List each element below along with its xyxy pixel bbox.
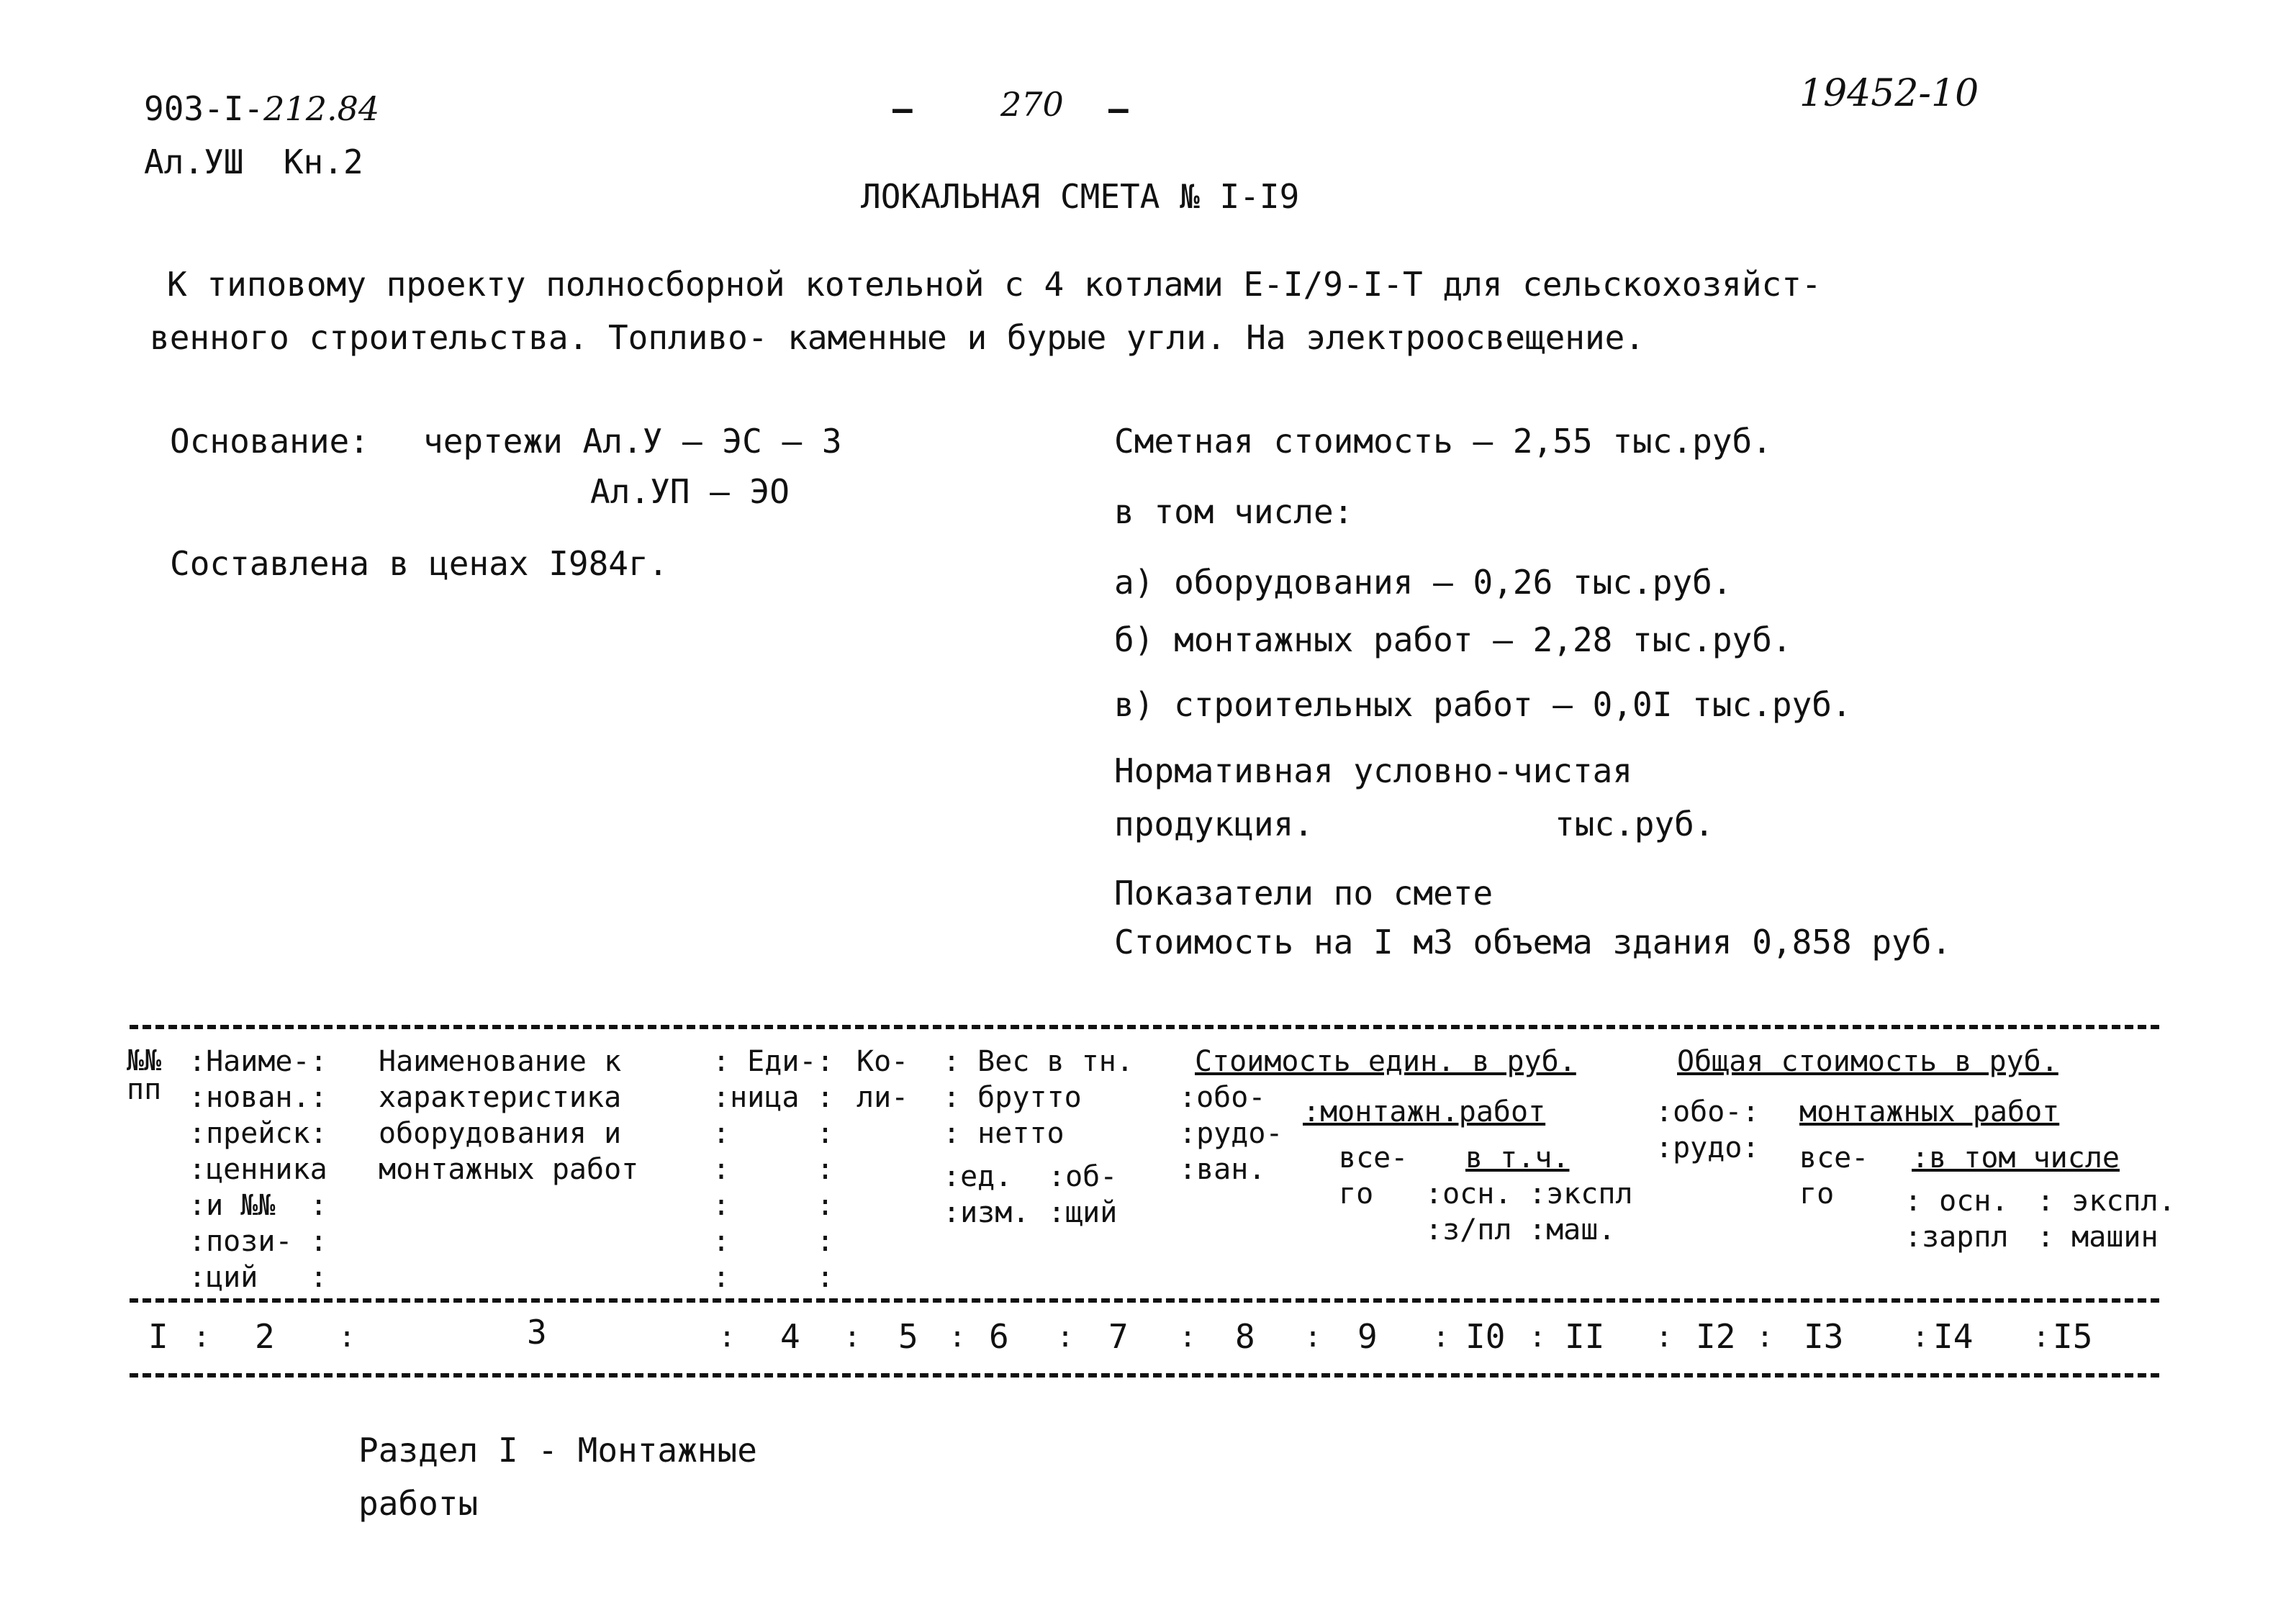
col-2-header: :Наиме-: :нован.: :прейск: :ценника :и №№ : :пози- : :ций : [189,1045,327,1294]
column-number: I3 [1804,1317,1844,1356]
estimated-cost-total: Сметная стоимость – 2,55 тыс.руб. [1114,422,1772,461]
col-10-header: :осн. :з/пл [1425,1177,1512,1247]
column-number: I5 [2053,1317,2093,1356]
column-numbers-bottom-rule [130,1373,2159,1378]
total-installation-title: монтажных работ [1799,1095,2060,1128]
including-label: в том числе: [1114,492,1354,531]
document-code-printed: 903-I- [144,89,264,128]
basis-drawings-1: чертежи Ал.У – ЭС – 3 [423,422,842,461]
cost-installation: б) монтажных работ – 2,28 тыс.руб. [1114,620,1792,659]
normative-product-label: Нормативная условно-чистая [1114,751,1633,790]
column-number: I4 [1933,1317,1974,1356]
prices-year: Составлена в ценах I984г. [170,544,669,583]
column-number: 2 [255,1317,275,1356]
page-title: ЛОКАЛЬНАЯ СМЕТА № I-I9 [861,177,1300,216]
column-number: I [148,1317,168,1356]
col-9-header: все- го [1339,1141,1409,1211]
section-title-line-1: Раздел I - Монтажные [358,1431,757,1470]
col-13-header: все- го [1799,1141,1869,1211]
unit-installation-title: :монтажн.работ [1303,1095,1546,1128]
column-number: 5 [898,1317,918,1356]
page-dash-left: – [892,89,913,128]
description-line-1: К типовому проекту полносборной котельной с 4 котлами Е-I/9-I-Т для сельскохозяйст- [167,265,1822,304]
column-number: I2 [1696,1317,1736,1356]
page-dash-right: – [1108,89,1129,128]
col-1-header: №№ пп [127,1044,162,1106]
normative-product-unit-left: продукция. [1114,805,1314,843]
total-cost-title: Общая стоимость в руб. [1677,1045,2058,1078]
description-line-2: венного строительства. Топливо- каменные и бурые угли. На электроосвещение. [150,318,1645,357]
cost-per-m3: Стоимость на I м3 объема здания 0,858 руб. [1114,923,1952,962]
column-number: 7 [1108,1317,1129,1356]
cost-construction: в) строительных работ – 0,0I тыс.руб. [1114,685,1852,724]
document-code [144,89,380,128]
archive-number: 19452-10 [1799,72,1979,115]
cost-equipment: а) оборудования – 0,26 тыс.руб. [1114,563,1732,602]
col-15-header: : экспл. : машин [2037,1185,2176,1254]
basis-drawings-2: Ал.УП – ЭО [590,472,790,511]
col-6-header: :ед. :изм. [943,1160,1030,1229]
col-14-header: : осн. :зарпл [1904,1185,2009,1254]
unit-including-title: в т.ч. [1465,1141,1570,1175]
col-12-header: :обо-: :рудо: [1655,1095,1760,1164]
col-3-header: Наименование к характеристика оборудования и монтажных работ [379,1045,639,1186]
column-number: 9 [1357,1317,1378,1356]
total-including-title: :в том числе [1912,1141,2120,1175]
basis-label: Основание: [170,422,369,461]
col-4-header: : Еди-: :ница : : : : : : : : : : : [713,1045,834,1294]
column-number: 4 [780,1317,800,1356]
column-number: 8 [1235,1317,1255,1356]
weight-gross-net: : брутто : нетто [943,1081,1082,1150]
col-7-header: :об- :щий [1048,1160,1118,1229]
column-numbers-top-rule [130,1298,2159,1303]
unit-cost-title: Стоимость един. в руб. [1195,1045,1576,1078]
col-8-header: :обо- :рудо- :ван. [1179,1081,1283,1186]
weight-header: : Вес в тн. [943,1045,1134,1078]
col-5-header: Ко- ли- [857,1045,909,1114]
page-number: 270 [1000,85,1064,124]
table-top-rule [130,1025,2159,1029]
indicators-label: Показатели по смете [1114,874,1493,913]
document-code-handwritten: 212.84 [263,89,380,128]
column-number: I0 [1465,1317,1506,1356]
column-number: II [1565,1317,1605,1356]
column-number: 6 [989,1317,1009,1356]
section-title-line-2: работы [358,1484,479,1523]
normative-product-unit-right: тыс.руб. [1555,805,1714,843]
col-11-header: :экспл :маш. [1529,1177,1633,1247]
album-book: Ал.УШ Кн.2 [144,142,363,181]
column-number: 3 [527,1313,547,1352]
